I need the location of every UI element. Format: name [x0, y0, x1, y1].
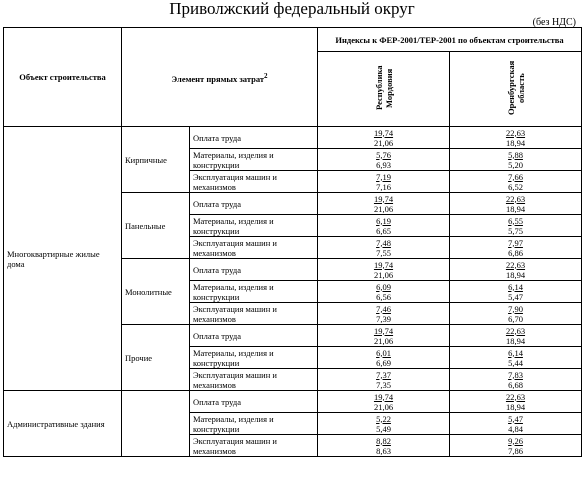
value-cell-region-0 — [318, 369, 450, 391]
index-value-top: 7,19 — [376, 171, 391, 182]
index-value-bottom: 7,39 — [376, 313, 391, 324]
index-value-top: 5,47 — [508, 413, 523, 424]
index-value-bottom: 21,06 — [373, 335, 394, 346]
value-cell-region-0 — [318, 149, 450, 171]
index-value-top: 8,82 — [376, 435, 391, 446]
index-value-top: 6,55 — [508, 215, 523, 226]
index-value-top: 7,83 — [508, 369, 523, 380]
element-cell: Эксплуатация машин и механизмов — [190, 171, 318, 193]
index-value-bottom: 7,16 — [376, 181, 391, 192]
index-value-bottom: 18,94 — [505, 335, 526, 346]
object-cell: Многоквартирные жилые дома — [4, 127, 122, 391]
table-body — [4, 127, 582, 457]
element-cell: Материалы, изделия и конструкции — [190, 347, 318, 369]
table-row — [4, 391, 582, 413]
value-cell-region-0 — [318, 281, 450, 303]
element-cell: Оплата труда — [190, 193, 318, 215]
value-cell-region-1 — [450, 215, 582, 237]
value-cell-region-0 — [318, 237, 450, 259]
index-value-bottom: 6,65 — [376, 225, 391, 236]
index-value-top: 22,63 — [505, 325, 526, 336]
subgroup-cell: Панельные — [122, 193, 190, 259]
index-table — [3, 27, 582, 457]
index-value-top: 22,63 — [505, 259, 526, 270]
index-value-bottom: 5,49 — [376, 423, 391, 434]
index-value-top: 5,88 — [508, 149, 523, 160]
subgroup-cell: Монолитные — [122, 259, 190, 325]
element-cell: Эксплуатация машин и механизмов — [190, 303, 318, 325]
index-value-top: 22,63 — [505, 127, 526, 138]
element-cell: Материалы, изделия и конструкции — [190, 149, 318, 171]
header-region-0: Республика Мордовия — [318, 52, 450, 127]
index-value-bottom: 6,69 — [376, 357, 391, 368]
vat-note: (без НДС) — [532, 17, 576, 28]
value-cell-region-0 — [318, 171, 450, 193]
subgroup-cell: Кирпичные — [122, 127, 190, 193]
index-value-bottom: 21,06 — [373, 137, 394, 148]
page-title: Приволжский федеральный округ — [169, 0, 415, 18]
value-cell-region-1 — [450, 193, 582, 215]
index-value-bottom: 8,63 — [376, 445, 391, 456]
index-value-top: 6,14 — [508, 347, 523, 358]
index-value-bottom: 21,06 — [373, 401, 394, 412]
value-cell-region-1 — [450, 237, 582, 259]
value-cell-region-0 — [318, 435, 450, 457]
value-cell-region-0 — [318, 215, 450, 237]
index-value-bottom: 18,94 — [505, 269, 526, 280]
header-element: Элемент прямых затрат$^2$ — [122, 28, 318, 127]
index-value-top: 19,74 — [373, 259, 394, 270]
value-cell-region-1 — [450, 435, 582, 457]
index-value-top: 19,74 — [373, 127, 394, 138]
index-value-top: 22,63 — [505, 193, 526, 204]
index-value-top: 7,46 — [376, 303, 391, 314]
value-cell-region-1 — [450, 127, 582, 149]
index-value-top: 6,09 — [376, 281, 391, 292]
index-value-bottom: 18,94 — [505, 203, 526, 214]
index-value-bottom: 7,55 — [376, 247, 391, 258]
index-value-top: 19,74 — [373, 391, 394, 402]
value-cell-region-0 — [318, 303, 450, 325]
index-value-top: 19,74 — [373, 193, 394, 204]
value-cell-region-1 — [450, 171, 582, 193]
index-value-bottom: 21,06 — [373, 269, 394, 280]
index-value-top: 6,14 — [508, 281, 523, 292]
index-value-top: 6,01 — [376, 347, 391, 358]
value-cell-region-0 — [318, 259, 450, 281]
index-value-top: 7,48 — [376, 237, 391, 248]
element-cell: Эксплуатация машин и механизмов — [190, 435, 318, 457]
index-value-bottom: 4,84 — [508, 423, 523, 434]
index-value-top: 9,26 — [508, 435, 523, 446]
value-cell-region-1 — [450, 149, 582, 171]
subgroup-cell — [122, 391, 190, 457]
element-cell: Оплата труда — [190, 325, 318, 347]
value-cell-region-1 — [450, 391, 582, 413]
index-value-bottom: 5,47 — [508, 291, 523, 302]
value-cell-region-1 — [450, 369, 582, 391]
table-row — [4, 127, 582, 149]
value-cell-region-1 — [450, 303, 582, 325]
value-cell-region-0 — [318, 193, 450, 215]
element-cell: Материалы, изделия и конструкции — [190, 215, 318, 237]
index-value-top: 7,37 — [376, 369, 391, 380]
value-cell-region-1 — [450, 413, 582, 435]
index-value-bottom: 18,94 — [505, 137, 526, 148]
index-value-top: 5,76 — [376, 149, 391, 160]
element-cell: Оплата труда — [190, 127, 318, 149]
element-cell: Материалы, изделия и конструкции — [190, 281, 318, 303]
value-cell-region-0 — [318, 127, 450, 149]
value-cell-region-0 — [318, 325, 450, 347]
element-cell: Оплата труда — [190, 391, 318, 413]
index-value-top: 7,66 — [508, 171, 523, 182]
index-value-top: 7,90 — [508, 303, 523, 314]
index-value-top: 6,19 — [376, 215, 391, 226]
value-cell-region-0 — [318, 391, 450, 413]
header-object: Объект строительства — [4, 28, 122, 127]
index-value-bottom: 7,86 — [508, 445, 523, 456]
index-value-bottom: 5,75 — [508, 225, 523, 236]
index-value-bottom: 6,52 — [508, 181, 523, 192]
element-cell: Эксплуатация машин и механизмов — [190, 237, 318, 259]
value-cell-region-0 — [318, 413, 450, 435]
index-value-top: 7,97 — [508, 237, 523, 248]
value-cell-region-1 — [450, 325, 582, 347]
value-cell-region-1 — [450, 259, 582, 281]
value-cell-region-1 — [450, 347, 582, 369]
value-cell-region-1 — [450, 281, 582, 303]
index-value-bottom: 21,06 — [373, 203, 394, 214]
index-value-bottom: 6,86 — [508, 247, 523, 258]
object-cell: Административные здания — [4, 391, 122, 457]
subgroup-cell: Прочие — [122, 325, 190, 391]
element-cell: Оплата труда — [190, 259, 318, 281]
header-indices: Индексы к ФЕР-2001/ТЕР-2001 по объектам строительства — [318, 28, 582, 52]
index-value-bottom: 6,93 — [376, 159, 391, 170]
element-cell: Материалы, изделия и конструкции — [190, 413, 318, 435]
index-value-bottom: 18,94 — [505, 401, 526, 412]
index-value-bottom: 7,35 — [376, 379, 391, 390]
element-cell: Эксплуатация машин и механизмов — [190, 369, 318, 391]
index-value-bottom: 6,70 — [508, 313, 523, 324]
header-region-1: Оренбургская область — [450, 52, 582, 127]
index-value-bottom: 5,20 — [508, 159, 523, 170]
index-value-bottom: 5,44 — [508, 357, 523, 368]
index-value-top: 19,74 — [373, 325, 394, 336]
index-value-bottom: 6,68 — [508, 379, 523, 390]
index-value-top: 5,22 — [376, 413, 391, 424]
index-value-top: 22,63 — [505, 391, 526, 402]
value-cell-region-0 — [318, 347, 450, 369]
index-value-bottom: 6,56 — [376, 291, 391, 302]
